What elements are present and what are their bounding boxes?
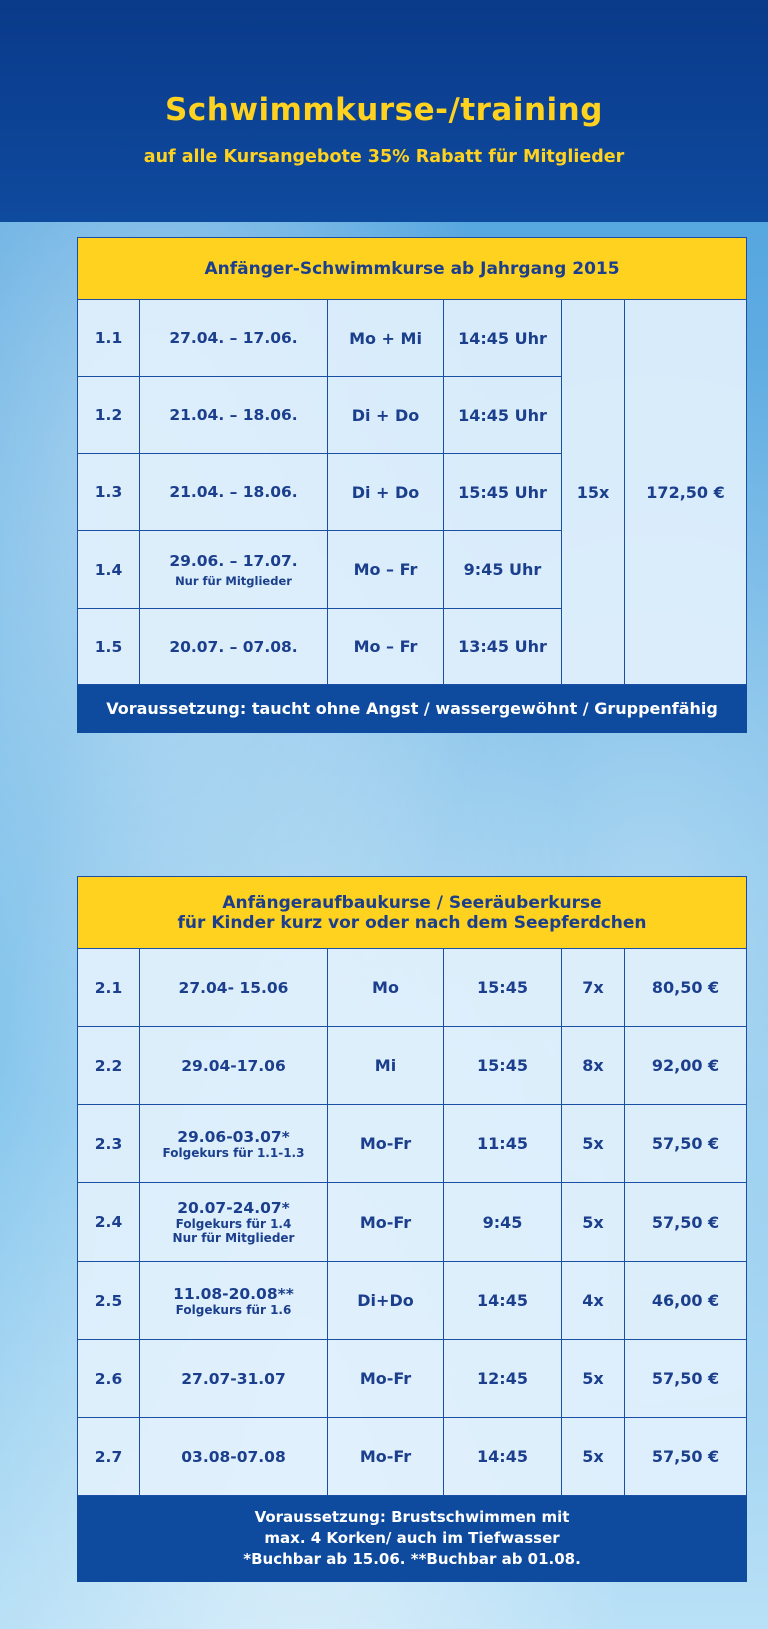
beginner-table-requirement: Voraussetzung: taucht ohne Angst / wassergewöhnt / Gruppenfähig: [78, 685, 747, 733]
course-sessions: 5x: [562, 1340, 625, 1418]
course-sessions: 4x: [562, 1262, 625, 1340]
table-row: [78, 1418, 747, 1496]
course-dates: 29.06-03.07*: [177, 1127, 290, 1146]
table-row: [78, 949, 747, 1027]
course-id: 2.1: [78, 949, 140, 1027]
table-row: [78, 1027, 747, 1105]
course-days: Mo-Fr: [328, 1183, 444, 1262]
table-row: [78, 1183, 747, 1262]
course-dates-cell: [140, 1262, 328, 1340]
course-note: Folgekurs für 1.6: [175, 1302, 292, 1317]
course-days: Mo – Fr: [328, 609, 444, 685]
course-time: 11:45: [444, 1105, 562, 1183]
course-time: 15:45: [444, 949, 562, 1027]
course-time: 14:45: [444, 1418, 562, 1496]
table-row: [78, 1262, 747, 1340]
course-dates: 21.04. – 18.06.: [140, 454, 328, 531]
course-dates: 27.04. – 17.06.: [140, 300, 328, 377]
course-days: Mo-Fr: [328, 1418, 444, 1496]
course-days: Mo – Fr: [328, 531, 444, 609]
course-time: 15:45: [444, 1027, 562, 1105]
page-title: Schwimmkurse-/training: [165, 92, 603, 128]
course-dates: 29.06. – 17.07.: [169, 551, 298, 570]
course-id: 2.5: [78, 1262, 140, 1340]
course-price: 57,50 €: [625, 1105, 747, 1183]
course-time: 14:45: [444, 1262, 562, 1340]
course-id: 2.7: [78, 1418, 140, 1496]
course-price: 57,50 €: [625, 1418, 747, 1496]
header-banner: [0, 0, 768, 222]
course-time: 14:45 Uhr: [444, 377, 562, 454]
beginner-course-table: [77, 237, 747, 733]
course-days: Mo-Fr: [328, 1340, 444, 1418]
course-id: 1.5: [78, 609, 140, 685]
course-time: 15:45 Uhr: [444, 454, 562, 531]
course-sessions: 5x: [562, 1183, 625, 1262]
course-dates: 27.04- 15.06: [140, 949, 328, 1027]
course-id: 1.3: [78, 454, 140, 531]
requirement-line1: Voraussetzung: Brustschwimmen mit: [254, 1508, 570, 1526]
course-dates: 03.08-07.08: [140, 1418, 328, 1496]
course-price: 46,00 €: [625, 1262, 747, 1340]
course-time: 13:45 Uhr: [444, 609, 562, 685]
advanced-heading-line2: für Kinder kurz vor oder nach dem Seepferdchen: [177, 912, 647, 933]
course-days: Di+Do: [328, 1262, 444, 1340]
course-note-members: Nur für Mitglieder: [172, 1231, 295, 1245]
course-dates-cell: [140, 1183, 328, 1262]
course-time: 9:45: [444, 1183, 562, 1262]
beginner-table-heading: Anfänger-Schwimmkurse ab Jahrgang 2015: [78, 238, 747, 300]
advanced-heading-line1: Anfängeraufbaukurse / Seeräuberkurse: [222, 892, 602, 913]
course-id: 2.3: [78, 1105, 140, 1183]
course-price: 57,50 €: [625, 1340, 747, 1418]
table-row: [78, 300, 747, 377]
advanced-table-heading: [78, 877, 747, 949]
course-days: Mo-Fr: [328, 1105, 444, 1183]
course-note: Folgekurs für 1.4: [175, 1217, 292, 1231]
course-sessions: 8x: [562, 1027, 625, 1105]
course-id: 2.4: [78, 1183, 140, 1262]
course-days: Di + Do: [328, 377, 444, 454]
course-sessions: 5x: [562, 1105, 625, 1183]
course-id: 1.4: [78, 531, 140, 609]
course-id: 2.6: [78, 1340, 140, 1418]
course-sessions: 5x: [562, 1418, 625, 1496]
course-id: 2.2: [78, 1027, 140, 1105]
course-days: Mo + Mi: [328, 300, 444, 377]
table-row: [78, 1105, 747, 1183]
course-time: 9:45 Uhr: [444, 531, 562, 609]
course-price: 172,50 €: [625, 300, 747, 685]
course-sessions: 15x: [562, 300, 625, 685]
course-sessions: 7x: [562, 949, 625, 1027]
requirement-line2: max. 4 Korken/ auch im Tiefwasser: [264, 1529, 560, 1547]
course-dates: 29.04-17.06: [140, 1027, 328, 1105]
course-days: Mo: [328, 949, 444, 1027]
course-dates-cell: [140, 1105, 328, 1183]
course-dates-cell: [140, 531, 328, 609]
course-price: 57,50 €: [625, 1183, 747, 1262]
course-time: 14:45 Uhr: [444, 300, 562, 377]
course-note: Nur für Mitglieder: [175, 573, 292, 588]
course-id: 1.2: [78, 377, 140, 454]
course-dates: 11.08-20.08**: [173, 1284, 294, 1303]
course-id: 1.1: [78, 300, 140, 377]
advanced-course-table: [77, 876, 747, 1582]
advanced-table-requirement: [78, 1496, 747, 1582]
course-note: Folgekurs für 1.1-1.3: [162, 1145, 305, 1160]
course-dates: 20.07. – 07.08.: [140, 609, 328, 685]
course-price: 92,00 €: [625, 1027, 747, 1105]
page-subtitle: auf alle Kursangebote 35% Rabatt für Mitglieder: [143, 147, 625, 167]
course-days: Di + Do: [328, 454, 444, 531]
course-days: Mi: [328, 1027, 444, 1105]
course-dates: 20.07-24.07*: [177, 1199, 290, 1217]
course-dates: 21.04. – 18.06.: [140, 377, 328, 454]
booking-note: *Buchbar ab 15.06. **Buchbar ab 01.08.: [243, 1550, 581, 1568]
course-time: 12:45: [444, 1340, 562, 1418]
table-row: [78, 1340, 747, 1418]
course-price: 80,50 €: [625, 949, 747, 1027]
course-dates: 27.07-31.07: [140, 1340, 328, 1418]
